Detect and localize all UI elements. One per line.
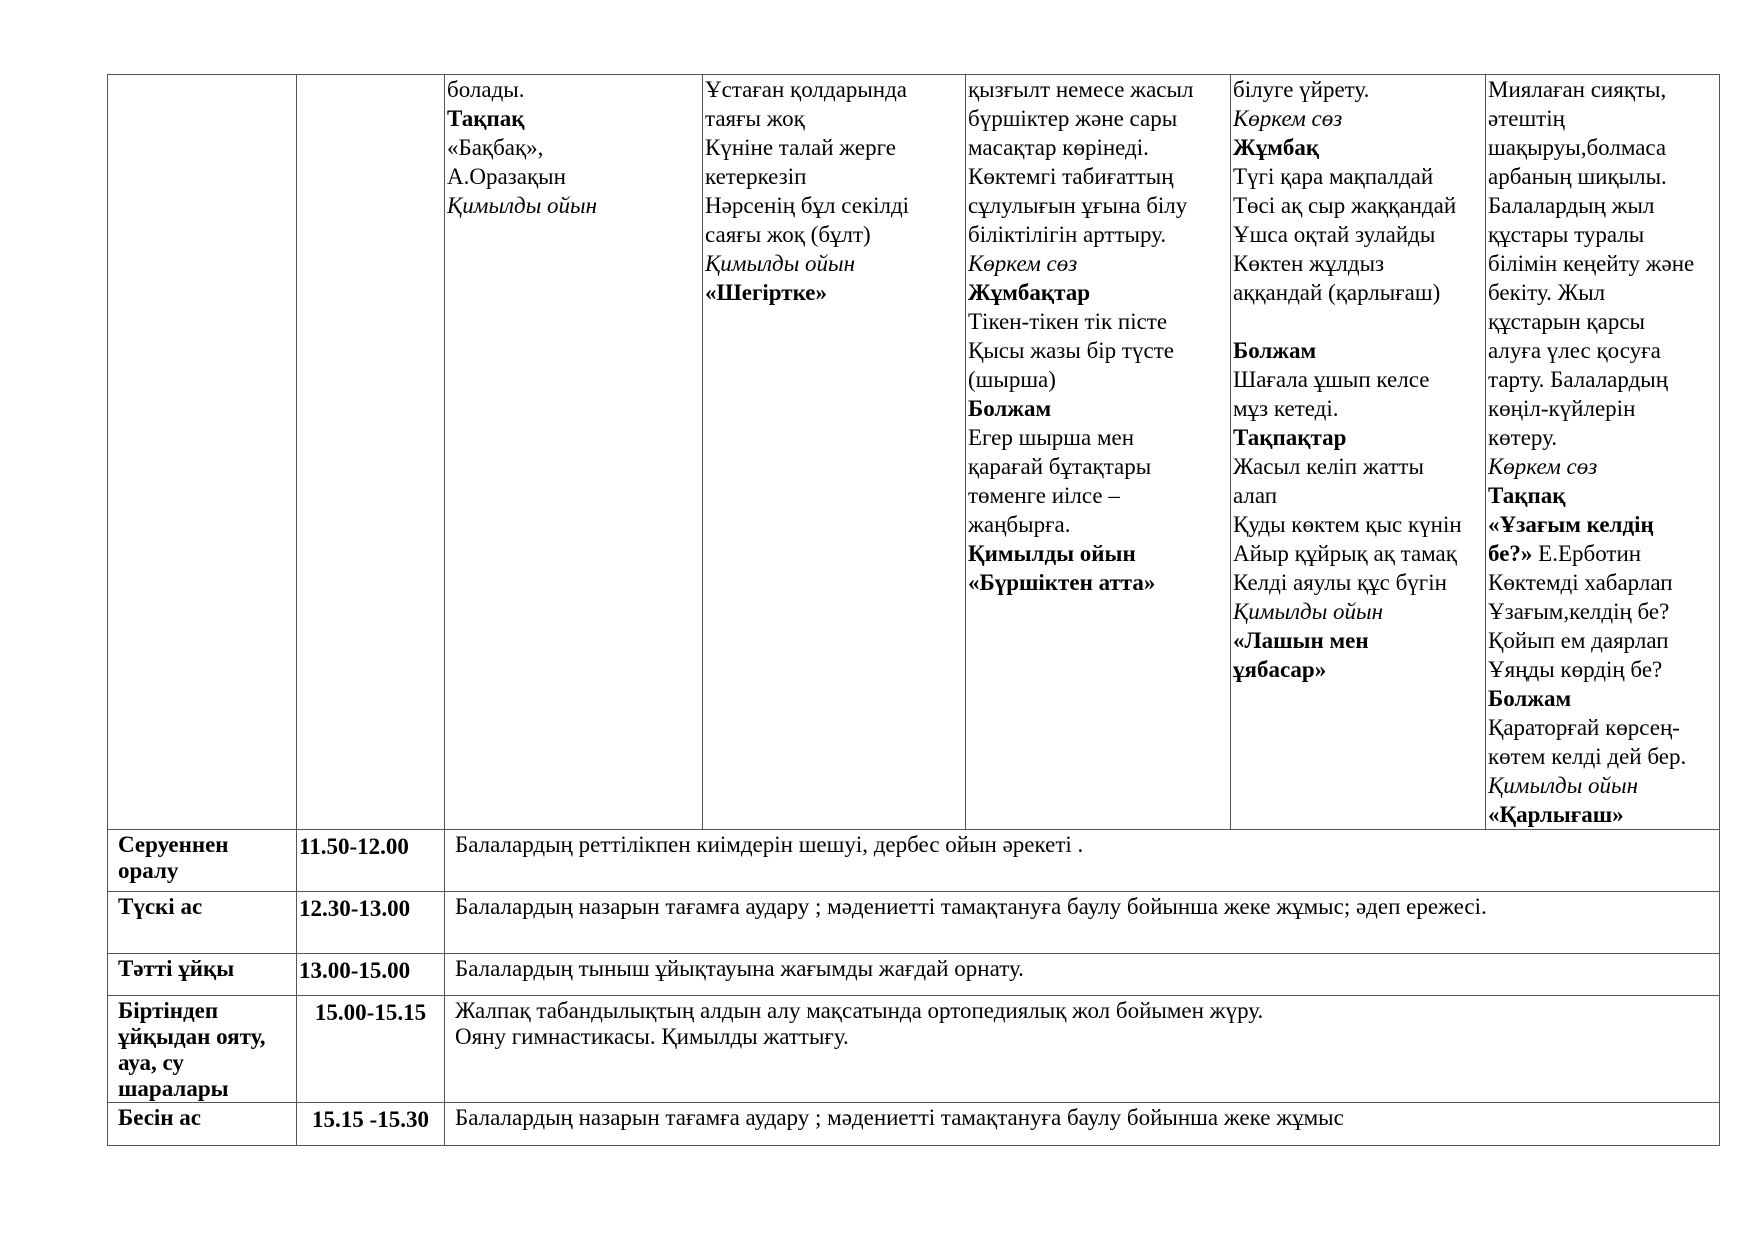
- activity-line: сұлулығын ұғына білу: [968, 193, 1188, 218]
- activity-line: Тікен-тікен тік пісте: [968, 309, 1168, 334]
- activity-line: Қимылды ойын: [447, 193, 598, 218]
- activity-line: Болжам: [968, 396, 1052, 421]
- activity-line: болады.: [447, 77, 525, 102]
- activity-line: жаңбырға.: [968, 512, 1071, 537]
- activity-line: Болжам: [1488, 686, 1572, 711]
- activity-line: Қимылды ойын: [968, 541, 1136, 566]
- activity-line: Көктемгі табиғаттың: [968, 164, 1174, 189]
- routine-description-line: Балалардың назарын тағамға аудару ; мәдениетті тамақтануға баулу бойынша жеке жұмыс: [455, 1105, 1344, 1130]
- activity-line: төменге иілсе –: [968, 483, 1120, 508]
- activity-line: «Ұзағым келдің: [1488, 512, 1654, 537]
- routine-label-cell: [108, 75, 297, 830]
- activity-line: Нәрсенің бұл секілді: [705, 193, 910, 218]
- activity-line: қарағай бұтақтары: [968, 454, 1152, 479]
- activity-line: бе?» Е.Ерботин: [1488, 541, 1642, 566]
- routine-label-line: ұйқыдан ояту,: [118, 1024, 266, 1049]
- friday-activity-cell: [1486, 75, 1720, 830]
- schedule-row: [108, 892, 1720, 954]
- activity-line: білуге үйрету.: [1233, 77, 1370, 102]
- activity-line: Айыр құйрық ақ тамақ: [1233, 541, 1457, 566]
- routine-description-line: Балалардың назарын тағамға аудару ; мәдениетті тамақтануға баулу бойынша жеке жұмыс; әдеп ережесі.: [455, 894, 1487, 919]
- routine-description-line: Балалардың тыныш ұйықтауына жағымды жағдай орнату.: [455, 956, 1024, 981]
- activity-line: арбаның шиқылы.: [1488, 164, 1667, 189]
- activity-line: кетеркезіп: [705, 164, 807, 189]
- schedule-row: [108, 996, 1720, 1103]
- activity-line: ұябасар»: [1233, 657, 1327, 682]
- activity-line: Қуды көктем қыс күнін: [1233, 512, 1462, 537]
- activity-line: Түгі қара мақпалдай: [1233, 164, 1434, 189]
- activity-line: таяғы жоқ: [705, 106, 805, 131]
- routine-description: [445, 892, 1720, 954]
- routine-label-line: Біртіндеп: [118, 998, 219, 1023]
- time-range: 13.00-15.00: [297, 954, 445, 996]
- time-range: 15.15 -15.30: [297, 1103, 445, 1146]
- time-cell: [297, 75, 445, 830]
- activity-line: Келді аяулы құс бүгін: [1233, 570, 1447, 595]
- routine-label: [108, 892, 297, 954]
- activity-line: тарту. Балалардың: [1488, 367, 1669, 392]
- activity-line: [1233, 307, 1483, 336]
- routine-description-line: Ояну гимнастикасы. Қимылды жаттығу.: [455, 1024, 849, 1049]
- daily-schedule-table: [107, 74, 1720, 1146]
- activity-line: Жұмбақ: [1233, 135, 1320, 160]
- activity-line: Миялаған сияқты,: [1488, 77, 1667, 102]
- activity-line: «Шегіртке»: [705, 280, 827, 305]
- activity-line: Қимылды ойын: [1488, 773, 1639, 798]
- activity-line: құстары туралы: [1488, 222, 1645, 247]
- time-range: 12.30-13.00: [297, 892, 445, 954]
- activity-line: Жұмбақтар: [968, 280, 1091, 305]
- thursday-activity-cell: [1231, 75, 1486, 830]
- schedule-row: [108, 954, 1720, 996]
- activity-line: Көркем сөз: [1233, 106, 1343, 131]
- activity-line: біліктілігін арттыру.: [968, 222, 1167, 247]
- monday-activity-cell: [445, 75, 703, 830]
- routine-label-line: Бесін ас: [118, 1105, 202, 1130]
- activity-line: «Қарлығаш»: [1488, 802, 1624, 827]
- routine-label-line: оралу: [118, 858, 179, 883]
- activity-line: көтем келді дей бер.: [1488, 744, 1687, 769]
- routine-label-line: Серуеннен: [118, 832, 229, 857]
- activity-line: Тақпақ: [1488, 483, 1566, 508]
- time-range: 11.50-12.00: [297, 830, 445, 892]
- activity-line: Шағала ұшып келсе: [1233, 367, 1430, 392]
- activity-line: А.Оразақын: [447, 164, 566, 189]
- schedule-row: [108, 830, 1720, 892]
- activity-line: мұз кетеді.: [1233, 396, 1339, 421]
- routine-description-line: Жалпақ табандылықтың алдын алу мақсатында ортопедиялық жол бойымен жүру.: [455, 998, 1264, 1023]
- activity-line: Жасыл келіп жатты: [1233, 454, 1424, 479]
- activity-line: Ұяңды көрдің бе?: [1488, 657, 1663, 682]
- tuesday-activity-cell: [703, 75, 966, 830]
- routine-label-line: Тәтті ұйқы: [118, 956, 235, 981]
- activity-line: масақтар көрінеді.: [968, 135, 1149, 160]
- activity-line: шақыруы,болмаса: [1488, 135, 1667, 160]
- activity-line: алуға үлес қосуға: [1488, 338, 1661, 363]
- activity-line: Көркем сөз: [1488, 454, 1598, 479]
- routine-label: [108, 996, 297, 1103]
- routine-label-line: Түскі ас: [118, 894, 203, 919]
- wednesday-activity-cell: [966, 75, 1231, 830]
- activity-line: білімін кеңейту және: [1488, 251, 1695, 276]
- activity-line: Ұзағым,келдің бе?: [1488, 599, 1670, 624]
- activity-line: қызғылт немесе жасыл: [968, 77, 1194, 102]
- activity-line: бүршіктер және сары: [968, 106, 1178, 131]
- activity-line: аққандай (қарлығаш): [1233, 280, 1441, 305]
- activity-line: Қысы жазы бір түсте: [968, 338, 1174, 363]
- activity-line: көңіл-күйлерін: [1488, 396, 1636, 421]
- activity-line: бекіту. Жыл: [1488, 280, 1606, 305]
- routine-label: [108, 954, 297, 996]
- activity-line: «Бақбақ»,: [447, 135, 544, 160]
- activity-line: (шырша): [968, 367, 1056, 392]
- time-range: 15.00-15.15: [297, 996, 445, 1103]
- activity-line-author: Е.Ерботин: [1532, 541, 1642, 566]
- activity-line: саяғы жоқ (бұлт): [705, 222, 871, 247]
- routine-label: [108, 1103, 297, 1146]
- activity-line: Ұшса оқтай зулайды: [1233, 222, 1436, 247]
- activity-line: Көркем сөз: [968, 251, 1078, 276]
- activity-line: Қимылды ойын: [705, 251, 856, 276]
- activity-line: әтештің: [1488, 106, 1565, 131]
- schedule-row: [108, 1103, 1720, 1146]
- activity-line: Балалардың жыл: [1488, 193, 1655, 218]
- activity-line: Көктен жұлдыз: [1233, 251, 1385, 276]
- routine-description: [445, 996, 1720, 1103]
- activity-line: Тақпақ: [447, 106, 525, 131]
- walk-activities-row: [108, 75, 1720, 830]
- activity-line: құстарын қарсы: [1488, 309, 1645, 334]
- activity-line: Қимылды ойын: [1233, 599, 1384, 624]
- activity-line: Төсі ақ сыр жаққандай: [1233, 193, 1457, 218]
- activity-line: Тақпақтар: [1233, 425, 1347, 450]
- activity-line: Ұстаған қолдарында: [705, 77, 907, 102]
- routine-description: [445, 1103, 1720, 1146]
- routine-label: [108, 830, 297, 892]
- routine-description: [445, 954, 1720, 996]
- routine-description: [445, 830, 1720, 892]
- activity-line: Күніне талай жерге: [705, 135, 896, 160]
- activity-line: көтеру.: [1488, 425, 1558, 450]
- activity-line: Егер шырша мен: [968, 425, 1135, 450]
- routine-description-line: Балалардың реттілікпен киімдерін шешуі, дербес ойын әрекеті .: [455, 832, 1084, 857]
- activity-line: Қойып ем даярлап: [1488, 628, 1669, 653]
- activity-line: Көктемді хабарлап: [1488, 570, 1673, 595]
- activity-line: «Лашын мен: [1233, 628, 1369, 653]
- activity-line: алап: [1233, 483, 1278, 508]
- activity-line: Болжам: [1233, 338, 1317, 363]
- activity-line: «Бүршіктен атта»: [968, 570, 1156, 595]
- activity-line: Қараторғай көрсең-: [1488, 715, 1680, 740]
- routine-label-line: ауа, су: [118, 1050, 184, 1075]
- routine-label-line: шаралары: [118, 1076, 229, 1101]
